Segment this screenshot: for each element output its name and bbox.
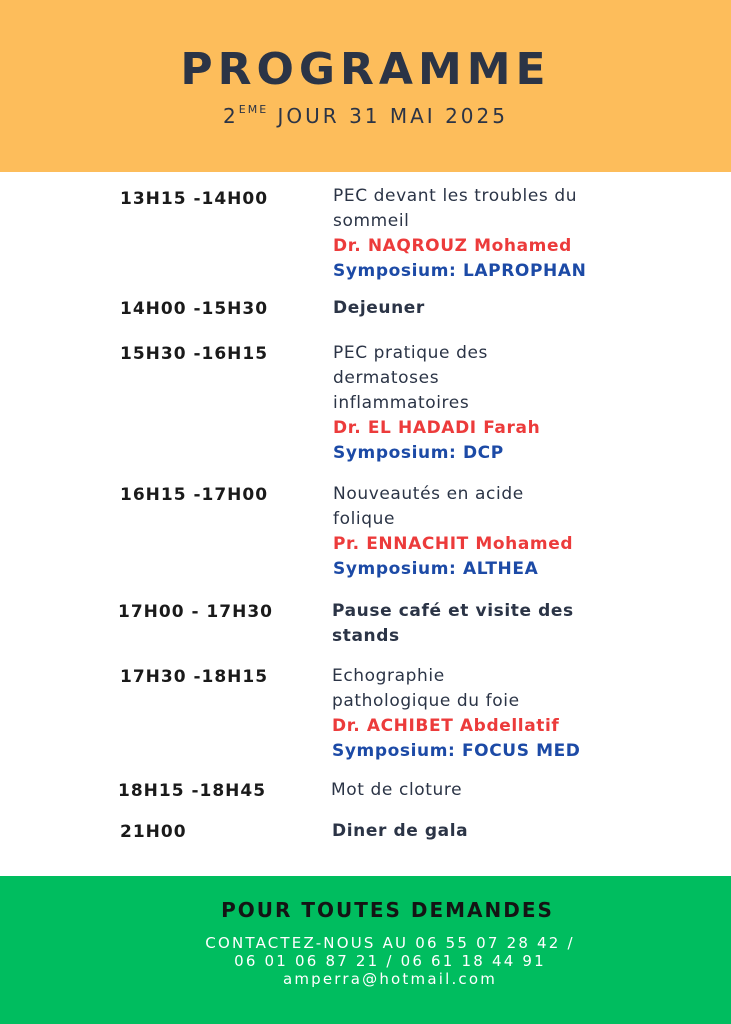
page-title: PROGRAMME — [180, 44, 551, 95]
session-symposium: Symposium: ALTHEA — [333, 559, 539, 579]
header-banner — [0, 0, 731, 172]
session-description — [332, 819, 622, 844]
session-speaker: Dr. NAQROUZ Mohamed — [333, 236, 572, 256]
session-title-line: Diner de gala — [332, 821, 469, 841]
session-speaker: Dr. ACHIBET Abdellatif — [332, 716, 560, 736]
session-title-line: Dejeuner — [333, 298, 425, 318]
session-title-line: Nouveautés en acide — [333, 484, 524, 504]
session-title-line: inflammatoires — [333, 393, 470, 413]
session-symposium: Symposium: DCP — [333, 443, 504, 463]
session-time: 18H15 -18H45 — [118, 781, 267, 801]
session-title-line: dermatoses — [333, 368, 440, 388]
day-suffix: EME — [238, 103, 269, 117]
session-description — [333, 184, 623, 284]
session-title-line: stands — [332, 626, 400, 646]
session-time: 16H15 -17H00 — [120, 485, 269, 505]
session-title-line: PEC pratique des — [333, 343, 488, 363]
session-time: 13H15 -14H00 — [120, 189, 269, 209]
session-title-line: folique — [333, 509, 396, 529]
session-description — [333, 341, 623, 466]
contact-email[interactable]: amperra@hotmail.com — [282, 970, 498, 988]
footer-title: POUR TOUTES DEMANDES — [221, 898, 554, 922]
session-title-line: Echographie — [332, 666, 445, 686]
session-title-line: sommeil — [333, 211, 410, 231]
session-speaker: Dr. EL HADADI Farah — [333, 418, 541, 438]
session-description — [332, 664, 622, 764]
contact-phone-line-1: CONTACTEZ-NOUS AU 06 55 07 28 42 / — [205, 934, 575, 952]
session-title-line: pathologique du foie — [332, 691, 520, 711]
session-description — [333, 296, 623, 321]
session-time: 21H00 — [120, 822, 187, 842]
session-time: 17H00 - 17H30 — [118, 602, 273, 622]
session-description — [333, 482, 623, 582]
footer-banner — [0, 876, 731, 1024]
session-speaker: Pr. ENNACHIT Mohamed — [333, 534, 574, 554]
session-time: 15H30 -16H15 — [120, 344, 269, 364]
session-symposium: Symposium: FOCUS MED — [332, 741, 581, 761]
page-subtitle — [0, 104, 731, 128]
session-description — [332, 599, 622, 649]
session-title-line: PEC devant les troubles du — [333, 186, 578, 206]
session-title-line: Mot de cloture — [331, 780, 463, 800]
session-description — [331, 778, 621, 803]
day-number: 2 — [223, 104, 239, 128]
day-date: JOUR 31 MAI 2025 — [268, 104, 508, 128]
contact-phone-line-2: 06 01 06 87 21 / 06 61 18 44 91 — [234, 952, 546, 970]
footer-contact — [180, 934, 600, 988]
session-time: 14H00 -15H30 — [120, 299, 269, 319]
session-title-line: Pause café et visite des — [332, 601, 574, 621]
session-time: 17H30 -18H15 — [120, 667, 269, 687]
session-symposium: Symposium: LAPROPHAN — [333, 261, 587, 281]
